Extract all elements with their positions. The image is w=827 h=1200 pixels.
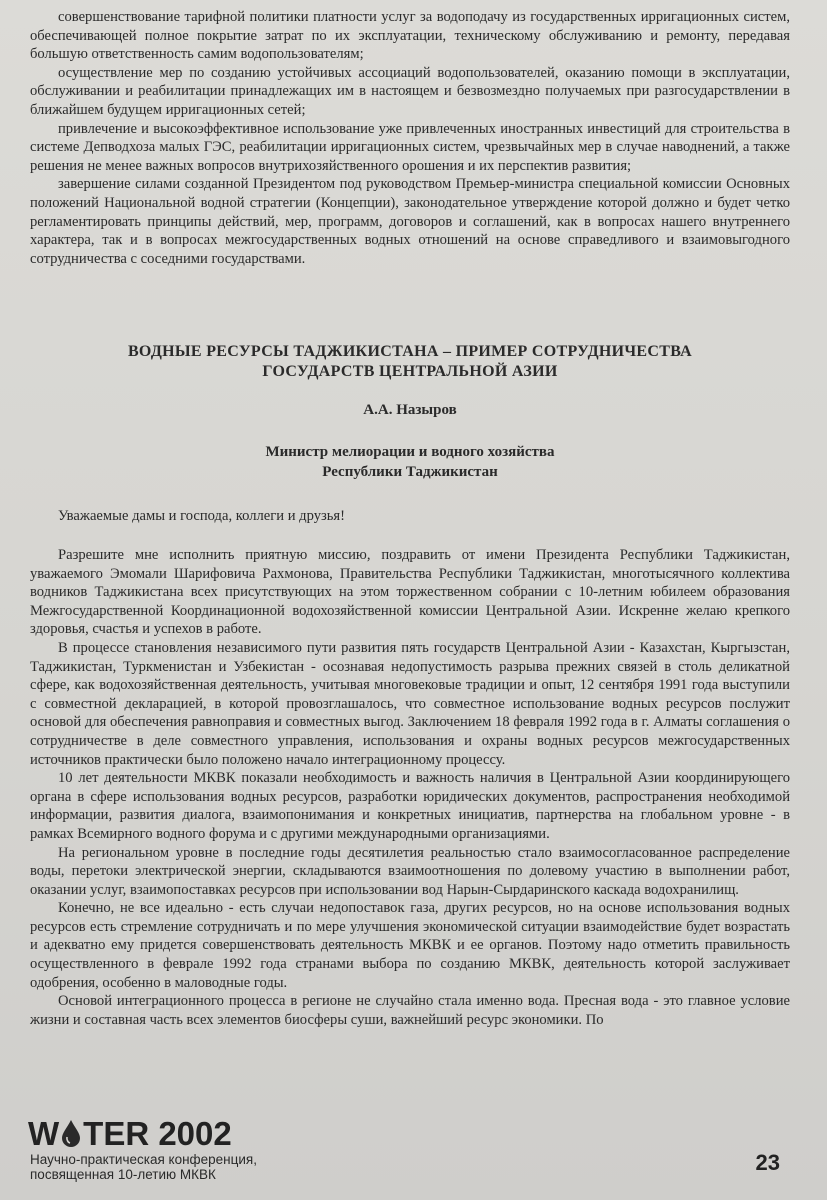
body-paragraph: 10 лет деятельности МКВК показали необходимость и важность наличия в Центральной Азии координирующего органа в сфере использования водных ресурсов, разработки юридических документов, распространения необходимой информации, развития диалога, взаимопонимания и конкретных инициатив, партнерства на глобальном уровне - в рамках Всемирного водного форума и с другими международными организациями. bbox=[30, 770, 790, 842]
body-paragraph: В процессе становления независимого пути развития пять государств Центральной Азии - Казахстан, Кыргызстан, Таджикистан, Туркменистан и Узбекистан - осознавая недопустимость разрыва прежних связей в столь деликатной сфере, как водохозяйственная деятельность, учитывая многовековые традиции и опыт, 12 сентября 1991 года выступили с совместной декларацией, в которой провозглашалось, что совместное использование водных ресурсов послужит основой для обеспечения равноправия и совместных выгод. Заключением 18 февраля 1992 года в г. Алматы соглашения о сотрудничестве в деле совместного управления, использования и охраны водных ресурсов межгосударственных источников практически было положено начало интеграционному процессу. bbox=[30, 639, 790, 768]
conference-line: посвященная 10-летию МКВК bbox=[30, 1167, 216, 1182]
water-drop-icon bbox=[60, 1119, 82, 1147]
page-footer bbox=[28, 1116, 788, 1186]
author-position-line: Министр мелиорации и водного хозяйства bbox=[265, 444, 555, 460]
top-paragraph: привлечение и высокоэффективное использование уже привлеченных иностранных инвестиций для строительства в системе Депводхоза малых ГЭС, реабилитации ирригационных систем, чрезвычайных мер в случае наводнений, а также решения не менее важных вопросов внутрихозяйственного орошения и их перспектив развития; bbox=[30, 120, 790, 174]
conference-caption bbox=[30, 1152, 257, 1182]
conference-line: Научно-практическая конференция, bbox=[30, 1152, 257, 1167]
article-body bbox=[30, 546, 790, 1029]
author-position bbox=[30, 442, 790, 482]
body-paragraph: На региональном уровне в последние годы десятилетия реальностью стало взаимосогласованное распределение воды, перетоки электрической энергии, складываются взаимоотношения по долевому участию в выполнении работ, оказании услуг, взаимопоставках ресурсов при использовании вод Нарын-Сырдаринского каскада водохранилищ. bbox=[30, 844, 790, 898]
article-title-line: ГОСУДАРСТВ ЦЕНТРАЛЬНОЙ АЗИИ bbox=[262, 363, 558, 380]
article-author: А.А. Назыров bbox=[363, 402, 457, 418]
water-2002-logo bbox=[28, 1116, 232, 1152]
logo-text: TER 2002 bbox=[83, 1115, 232, 1152]
top-paragraph: осуществление мер по созданию устойчивых ассоциаций водопользователей, оказанию помощи в эксплуатации, обслуживании и реабилитации принадлежащих им в настоящем и безвозмездно получаемых при разгосударствлении в ближайшем будущем ирригационных сетей; bbox=[30, 64, 790, 118]
top-text-block bbox=[30, 8, 790, 268]
top-paragraph: завершение силами созданной Президентом под руководством Премьер-министра специальной комиссии Основных положений Национальной водной стратегии (Концепции), законодательное утверждение которой должно и будет четко регламентировать принципы действий, мер, программ, договоров и соглашений, как в вопросах нашего внутреннего характера, так и в вопросах межгосударственных водных отношений на основе справедливого и взаимовыгодного сотрудничества с соседними государствами. bbox=[30, 176, 790, 267]
logo-letter-w: W bbox=[28, 1115, 60, 1152]
top-paragraph: совершенствование тарифной политики платности услуг за водоподачу из государственных ирригационных систем, обеспечивающей полное покрытие затрат по их эксплуатации, техническому обслуживанию и ремонту, передавая большую ответственность самим водопользователям; bbox=[30, 9, 790, 63]
body-paragraph: Конечно, не все идеально - есть случаи недопоставок газа, других ресурсов, но на основе использования водных ресурсов есть стремление сотрудничать и по мере улучшения экономической ситуации взаимодействие будет возрастать и адекватно ему придется совершенствовать деятельность МКВК и ее органов. Поэтому надо отметить правильность осуществленного в феврале 1992 года странами выбора по созданию МКВК, деятельность которой заслуживает одобрения, особенно в маловодные годы. bbox=[30, 900, 790, 991]
article-title-line: ВОДНЫЕ РЕСУРСЫ ТАДЖИКИСТАНА – ПРИМЕР СОТРУДНИЧЕСТВА bbox=[127, 343, 693, 360]
article-title bbox=[30, 342, 790, 382]
author-position-line: Республики Таджикистан bbox=[322, 464, 498, 480]
greeting: Уважаемые дамы и господа, коллеги и друзья! bbox=[58, 508, 345, 524]
body-paragraph: Разрешите мне исполнить приятную миссию, поздравить от имени Президента Республики Таджикистан, уважаемого Эмомали Шарифовича Рахмонова, Правительства Республики Таджикистан, многотысячного коллектива водников Таджикистана всех присутствующих на этом торжественном собрании с 10-летним юбилеем образования Межгосударственной Координационной водохозяйственной комиссии Центральной Азии. Искренне желаю крепкого здоровья, счастья и успехов в работе. bbox=[30, 547, 790, 638]
page-number: 23 bbox=[755, 1150, 780, 1175]
body-paragraph: Основой интеграционного процесса в регионе не случайно стала именно вода. Пресная вода - это главное условие жизни и составная часть всех элементов биосферы суши, важнейший ресурс экономики. По bbox=[30, 993, 790, 1028]
